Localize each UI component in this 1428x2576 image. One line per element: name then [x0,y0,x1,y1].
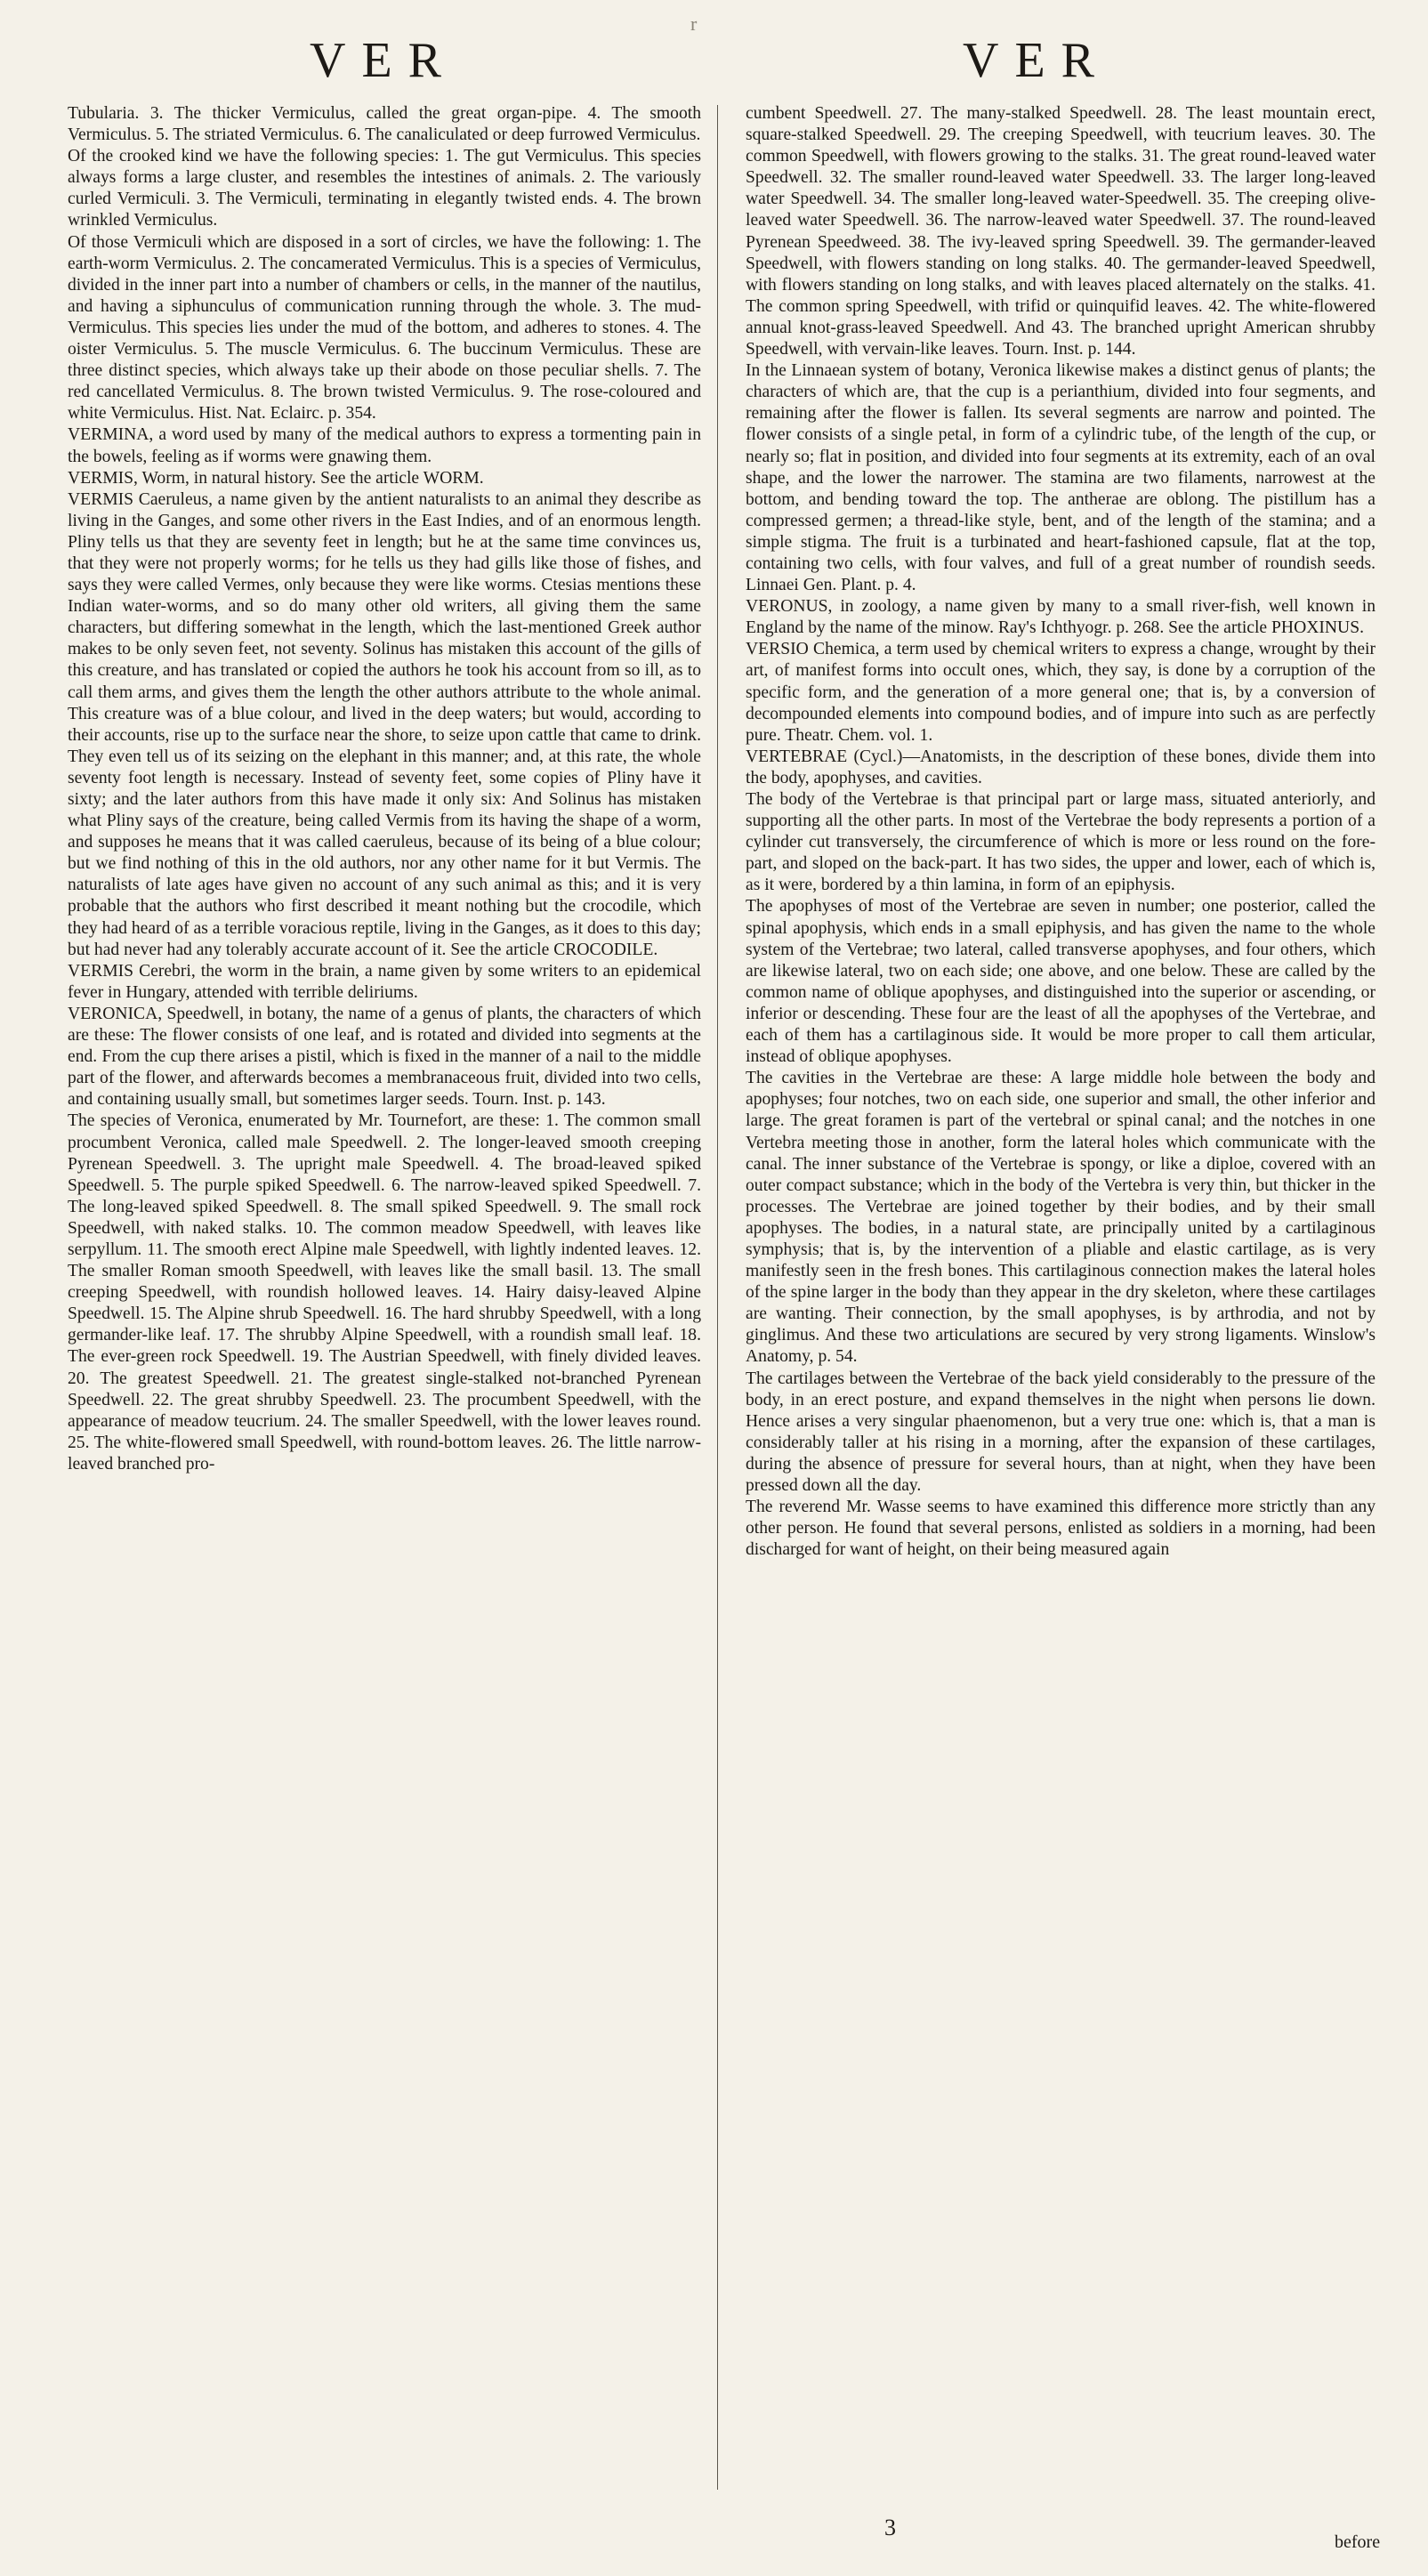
paragraph-vertebrae-apophyses: The apophyses of most of the Vertebrae are seven in number; one posterior, called the spinal apophysis, which ends in a small epiphysis, and has given the name to the whole system of the Vertebrae; two lateral, called transverse apophyses, and four others, which are likewise lateral, two on each side; one above, and one below. These are called by the common name of oblique apophyses, and distinguished into the superior or ascending, or inferior or descending. These four are the least of all the apophyses of the Vertebrae, and each of them has a cartilaginous side. It would be more proper to call them articular, instead of oblique apophyses. [746,897,1376,1067]
entry-vertebrae: VERTEBRAE (Cycl.)—Anatomists, in the description of these bones, divide them into the body, apophyses, and cavities. [746,747,1376,787]
paragraph-vermiculus-tubular: Tubularia. 3. The thicker Vermiculus, called the great organ-pipe. 4. The smooth Vermiculus. 5. The striated Vermiculus. 6. The canaliculated or deep furrowed Vermiculus. [68,104,701,145]
stray-mark: r [690,12,698,35]
paragraph-speedwell-continued: cumbent Speedwell. 27. The many-stalked Speedwell. 28. The least mountain erect, square-stalked Speedwell. 29. The creeping Speedwell, with teucrium leaves. 30. The common Speedwell, with flowers growing to the stalks. 31. The great round-leaved water Speedwell. 32. The smaller round-leaved water Speedwell. 33. The larger long-leaved water Speedwell. 34. The smaller long-leaved water-Speedwell. 35. The creeping olive-leaved water Speedwell. 36. The narrow-leaved water Speedwell. 37. The round-leaved Pyrenean Speedweed. 38. The ivy-leaved spring Speedwell. 39. The germander-leaved Speedwell, with flowers standing on long stalks. 40. The germander-leaved Speedwell, with flowers standing on long stalks, and with leaves placed alternately on the stalks. 41. The common spring Speedwell, with trifid or quinquifid leaves. 42. The white-flowered annual knot-grass-leaved Speedwell. And 43. The branched upright American shrubby Speedwell, with vervain-like leaves. Tourn. Inst. p. 144. [746,104,1376,359]
entry-vermina: VERMINA, a word used by many of the medical authors to express a tormenting pain in the bowels, feeling as if worms were gnawing them. [68,425,701,466]
paragraph-vertebrae-cartilages: The cartilages between the Vertebrae of the back yield considerably to the pressure of the body, in an erect posture, and expand themselves in the night when persons lie down. Hence arises a very singular phaenomenon, but a very true one: which is, that a man is considerably taller at his rising in a morning, after the expansion of these cartilages, during the absence of pressure for several hours, than at night, when they have been pressed down all the day. [746,1369,1376,1495]
entry-vermis-cerebri: VERMIS Cerebri, the worm in the brain, a name given by some writers to an epidemical fever in Hungary, attended with terrible deliriums. [68,961,701,1002]
paragraph-veronica-species: The species of Veronica, enumerated by Mr. Tournefort, are these: 1. The common small procumbent Veronica, called male Speedwell. 2. The longer-leaved smooth creeping Pyrenean Speedwell. 3. The upright male Speedwell. 4. The broad-leaved spiked Speedwell. 5. The purple spiked Speedwell. 6. The narrow-leaved spiked Speedwell. 7. The long-leaved spiked Speedwell. 8. The small spiked Speedwell. 9. The small rock Speedwell, with naked stalks. 10. The common meadow Speedwell, with leaves like serpyllum. 11. The smooth erect Alpine male Speedwell, with lightly indented leaves. 12. The smaller Roman smooth Speedwell, with leaves like the small basil. 13. The small creeping Speedwell, with roundish hollowed leaves. 14. Hairy daisy-leaved Alpine Speedwell. 15. The Alpine shrub Speedwell. 16. The hard shrubby Speedwell, with a long germander-like leaf. 17. The shrubby Alpine Speedwell, with a roundish small leaf. 18. The ever-green rock Speedwell. 19. The Austrian Speedwell, with finely divided leaves. 20. The greatest Speedwell. 21. The greatest single-stalked not-branched Pyrenean Speedwell. 22. The great shrubby Speedwell. 23. The procumbent Speedwell, with the appearance of meadow teucrium. 24. The smaller Speedwell, with the lower leaves round. 25. The white-flowered small Speedwell, with round-bottom leaves. 26. The little narrow-leaved branched pro- [68,1111,701,1474]
paragraph-vermiculus-crooked: Of the crooked kind we have the following species: 1. The gut Vermiculus. This species always forms a large cluster, and resembles the intestines of animals. 2. The variously curled Vermiculi. 3. The Vermiculi, terminating in elegantly twisted ends. 4. The brown wrinkled Vermiculus. [68,147,701,230]
page-number: 3 [884,2515,896,2540]
column-divider [717,105,718,2490]
paragraph-veronica-linnaean: In the Linnaean system of botany, Veronica likewise makes a distinct genus of plants; the characters of which are, that the cup is a perianthium, divided into four segments, and remaining after the flower is fallen. Its several segments are narrow and pointed. The flower consists of a single petal, in form of a cylindric tube, of the length of the cup, or nearly so; flat in position, and divided into four segments at its extremity, each of an oval shape, and the lower the narrower. The stamina are two filaments, narrowest at the bottom, and bending toward the top. The antherae are oblong. The pistillum has a compressed germen; a thread-like style, bent, and of the length of the stamina; and a simple stigma. The fruit is a turbinated and heart-fashioned capsule, flat at the top, containing two cells, with four valves, and full of a great number of roundish seeds. Linnaei Gen. Plant. p. 4. [746,361,1376,595]
paragraph-vertebrae-cavities: The cavities in the Vertebrae are these: A large middle hole between the body and apophyses; four notches, two on each side, one superior and small, the other inferior and large. The great foramen is part of the vertebral or spinal canal; and the notches in one Vertebra meeting those in another, form the lateral holes which communicate with the canal. The inner substance of the Vertebrae is spongy, or like a diploe, covered with an outer compact substance; which in the body of the Vertebra is very thin, but thicker in the processes. The Vertebrae are joined together by their bodies, and by their small apophyses. The bodies, in a natural state, are principally united by a cartilaginous symphysis; that is, by the intervention of a pliable and elastic cartilage, as is very manifestly seen in the fresh bones. This cartilaginous connection makes the lateral holes of the spine larger in the body than they appear in the dry skeleton, where these cartilages are wanting. Their connection, by the small apophyses, is by arthrodia, and not by ginglimus. And these two articulations are secured by very strong ligaments. Winslow's Anatomy, p. 54. [746,1069,1376,1367]
paragraph-vermiculus-circles: Of those Vermiculi which are disposed in a sort of circles, we have the following: 1. The earth-worm Vermiculus. 2. The concamerated Vermiculus. This is a species of Vermiculus, divided in the inner part into a number of chambers or cells, in the manner of the nautilus, and having a siphunculus of communication running through the whole. 3. The mud-Vermiculus. This species lies under the mud of the bottom, and adheres to stones. 4. The oister Vermiculus. 5. The muscle Vermiculus. 6. The buccinum Vermiculus. These are three distinct species, which always take up their abode on those peculiar shells. 7. The red cancellated Vermiculus. 8. The brown twisted Vermiculus. 9. The rose-coloured and white Vermiculus. Hist. Nat. Eclairc. p. 354. [68,232,701,424]
paragraph-vertebrae-body: The body of the Vertebrae is that principal part or large mass, situated anteriorly, and supporting all the other parts. In most of the Vertebrae the body represents a portion of a cylinder cut transversely, the circumference of which is more or less round on the fore-part, and sloped on the back-part. It has two sides, the upper and lower, each of which is, as it were, bordered by a thin lamina, in form of an epiphysis. [746,790,1376,895]
running-head-right: VER [963,33,1110,88]
entry-vermis: VERMIS, Worm, in natural history. See the article WORM. [68,468,484,488]
right-column [746,103,1376,1561]
running-head-left: VER [310,33,457,88]
left-column [68,103,701,1475]
catchword: before [1335,2532,1381,2552]
entry-veronus: VERONUS, in zoology, a name given by many to a small river-fish, well known in England by the name of the minow. Ray's Ichthyogr. p. 268. See the article PHOXINUS. [746,597,1376,638]
paragraph-wasse: The reverend Mr. Wasse seems to have examined this difference more strictly than any other person. He found that several persons, enlisted as soldiers in a morning, had been discharged for want of height, on their being measured again [746,1498,1376,1560]
entry-versio-chemica: VERSIO Chemica, a term used by chemical writers to express a change, wrought by their art, of manifest forms into occult ones, which, they say, is done by a corruption of the specific form, and the generation of a more general one; that is, by a conversion of decompounded elements into compound bodies, and of impure into such as are perfectly pure. Theatr. Chem. vol. 1. [746,640,1376,745]
entry-vermis-caeruleus: VERMIS Caeruleus, a name given by the antient naturalists to an animal they describe as living in the Ganges, and some other rivers in the East Indies, and of an enormous length. Pliny tells us that they are seventy feet in length; but he at the same time convinces us, that they were not properly worms; for he tells us they had gills like those of fishes, and says they were called Vermes, only because they were like worms. Ctesias mentions these Indian water-worms, and so do many other old writers, all giving them the same characters, but differing somewhat in the length, which the last-mentioned Greek author makes to be only seven feet, not seventy. Solinus has mistaken this account of the gills of this creature, and has translated or copied the authors he took his account from so ill, as to call them arms, and gives them the length the other authors attribute to the whole animal. This creature was of a blue colour, and lived in the deep waters; but would, according to their accounts, rise up to the surface near the shore, to seize upon cattle that came to drink. They even tell us of its seizing on the elephant in this manner; and, at this rate, the whole seventy foot length is necessary. Instead of seventy feet, some copies of Pliny have it sixty; and the later authors from this have made it only six: And Solinus has mistaken what Pliny says of the creature, being called Vermis from its having the shape of a worm, and supposes he means that it was called caeruleus, because of its being of a blue colour; but we find nothing of this in the old authors, nor any other name for it but Vermis. The naturalists of late ages have given no account of any such animal as this; and it is very probable that the authors who first described it meant nothing but the crocodile, which they had heard of as a terrible voracious reptile, living in the Ganges, as it does to this day; but had never had any tolerably accurate account of it. See the article CROCODILE. [68,489,701,959]
entry-veronica: VERONICA, Speedwell, in botany, the name of a genus of plants, the characters of which are these: The flower consists of one leaf, and is rotated and divided into segments at the end. From the cup there arises a pistil, which is fixed in the manner of a nail to the middle part of the flower, and afterwards becomes a membranaceous fruit, divided into two cells, and containing usually small, but sometimes larger seeds. Tourn. Inst. p. 143. [68,1004,701,1110]
